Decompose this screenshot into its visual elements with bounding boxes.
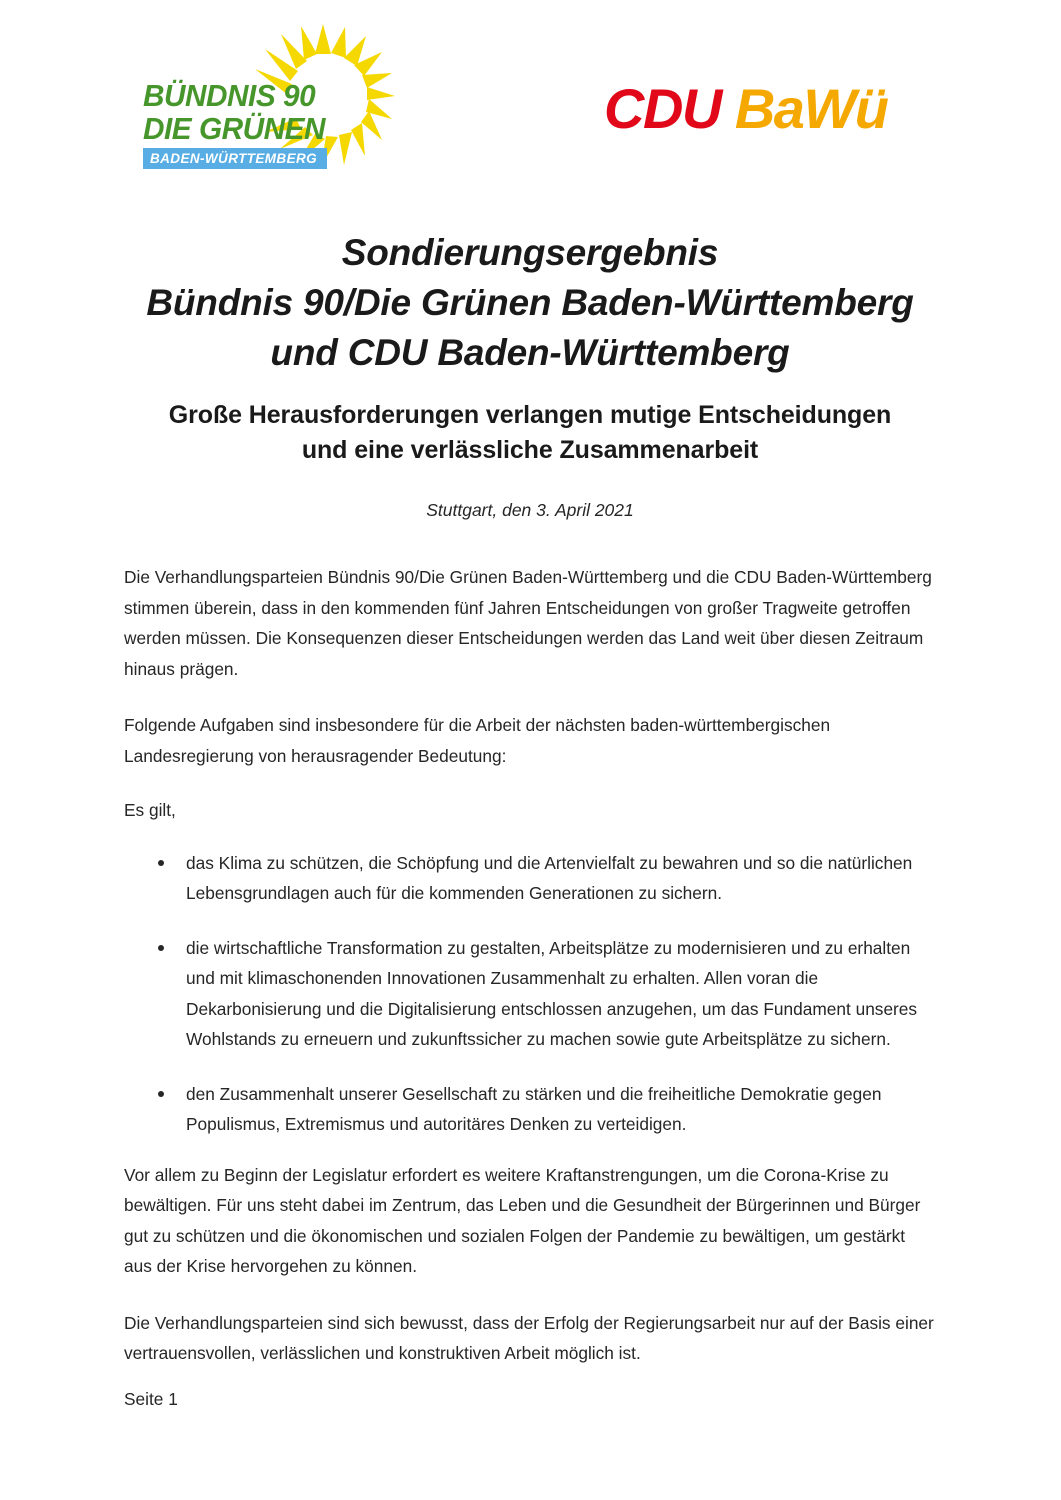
page-title-line-1: Sondierungsergebnis <box>341 232 719 273</box>
list-item <box>124 933 936 1055</box>
bullet-dot-icon <box>158 1091 164 1097</box>
list-item <box>124 1079 936 1140</box>
page-title-line-3: und CDU Baden-Württemberg <box>270 332 790 373</box>
page-title <box>120 228 940 378</box>
list-item-text: den Zusammenhalt unserer Gesellschaft zu stärken und die freiheitliche Demokratie gegen Populismus, Extremismus und autoritäres Denken zu verteidigen. <box>186 1083 882 1134</box>
page-footer <box>124 1386 178 1412</box>
document-body <box>124 562 936 1395</box>
cdu-logo-bawue-text: BaWü <box>734 77 888 140</box>
place-and-date: Stuttgart, den 3. April 2021 <box>426 500 634 520</box>
list-item-text: das Klima zu schützen, die Schöpfung und die Artenvielfalt zu bewahren und so die natürlichen Lebensgrundlagen auch für die kommenden Generationen zu sichern. <box>186 852 913 903</box>
buendnis90-die-gruenen-logo <box>143 22 398 167</box>
list-item-text: die wirtschaftliche Transformation zu gestalten, Arbeitsplätze zu modernisieren und zu erhalten und mit klimaschonenden Innovationen Zusammenhalt zu erhalten. Allen voran die Dekarbonisierung und die Digitalisierung entschlossen anzugehen, um das Fundament unseres Wohlstands zu erneuern und zukunftssicher zu machen sowie gute Arbeitsplätze zu sichern. <box>186 937 918 1049</box>
document-header <box>0 0 1061 180</box>
cdu-bawue-logo <box>604 78 887 140</box>
goals-bullet-list <box>124 848 936 1140</box>
body-paragraph-4: Die Verhandlungsparteien sind sich bewusst, dass der Erfolg der Regierungsarbeit nur auf der Basis einer vertrauensvollen, verlässlichen und konstruktiven Arbeit möglich ist. <box>124 1312 934 1363</box>
gruene-logo-region: BADEN-WÜRTTEMBERG <box>143 148 327 169</box>
page-title-line-2: Bündnis 90/Die Grünen Baden-Württemberg <box>146 282 914 323</box>
bullets-lead-in: Es gilt, <box>124 800 176 820</box>
page-subtitle <box>120 398 940 468</box>
page-subtitle-line-1: Große Herausforderungen verlangen mutige Entscheidungen <box>168 401 892 429</box>
cdu-logo-text: CDU <box>604 77 721 140</box>
list-item <box>124 848 936 909</box>
gruene-wordmark <box>143 80 353 169</box>
body-paragraph-3: Vor allem zu Beginn der Legislatur erfordert es weitere Kraftanstrengungen, um die Corona-Krise zu bewältigen. Für uns steht dabei im Zentrum, das Leben und die Gesundheit der Bürgerinnen und Bürger gut zu schützen und die ökonomischen und sozialen Folgen der Pandemie zu bewältigen, um gestärkt aus der Krise hervorgehen zu können. <box>124 1164 921 1276</box>
bullet-dot-icon <box>158 860 164 866</box>
gruene-logo-line1: BÜNDNIS 90 <box>143 78 316 113</box>
page-subtitle-line-2: und eine verlässliche Zusammenarbeit <box>301 436 759 464</box>
page-number-label: Seite 1 <box>124 1389 178 1409</box>
body-paragraph-2: Folgende Aufgaben sind insbesondere für die Arbeit der nächsten baden-württembergischen Landesregierung von herausragender Bedeutung: <box>124 715 831 766</box>
gruene-logo-line2: DIE GRÜNEN <box>143 111 326 146</box>
bullet-dot-icon <box>158 945 164 951</box>
title-block <box>120 228 940 522</box>
body-paragraph-1: Die Verhandlungsparteien Bündnis 90/Die Grünen Baden-Württemberg und die CDU Baden-Württemberg stimmen überein, dass in den kommenden fünf Jahren Entscheidungen von großer Tragweite getroffen werden müssen. Die Konsequenzen dieser Entscheidungen werden das Land weit über diesen Zeitraum hinaus prägen. <box>124 567 932 679</box>
